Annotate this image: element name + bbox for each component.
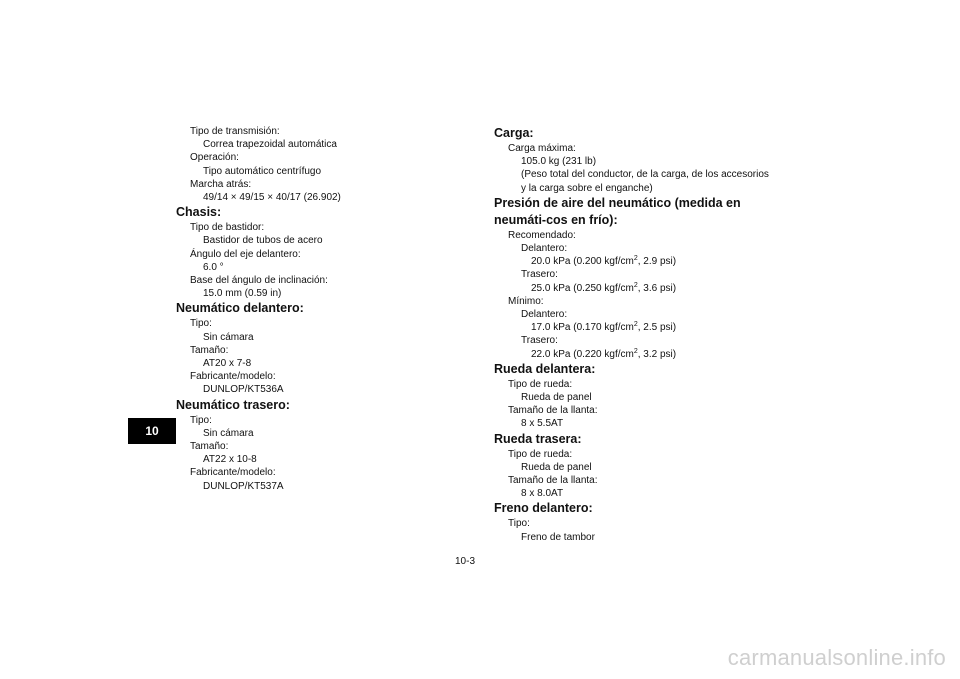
operation-value: Tipo automático centrífugo [203,165,322,177]
rear-tire-maker-label: Fabricante/modelo: [190,467,276,479]
recommended-front-label: Delantero: [521,243,568,255]
minimum-rear-value: 22.0 kPa (0.220 kgf/$cm^2$, 3.2 psi) [531,347,677,360]
front-wheel-rim-label: Tamaño de la llanta: [508,405,598,417]
front-wheel-rim-value: 8 x 5.5AT [521,418,564,430]
front-wheel-heading: Rueda delantera: [494,361,596,376]
trail-label: Base del ángulo de inclinación: [190,275,328,287]
chapter-tab: 10 [128,418,176,444]
front-wheel-type-label: Tipo de rueda: [508,378,573,390]
trail-value: 15.0 mm (0.59 in) [203,288,282,300]
rear-tire-type-label: Tipo: [190,414,212,426]
rear-wheel-rim-label: Tamaño de la llanta: [508,475,598,487]
right-column [494,125,794,544]
rear-wheel-type-label: Tipo de rueda: [508,448,573,460]
front-tire-type-label: Tipo: [190,318,212,330]
front-tire-type-value: Sin cámara [203,331,254,343]
recommended-rear-value: 25.0 kPa (0.250 kgf/$cm^2$, 3.6 psi) [531,281,677,294]
minimum-rear-label: Trasero: [521,335,558,347]
front-tire-heading: Neumático delantero: [176,301,304,316]
front-brake-type-value: Freno de tambor [521,531,595,543]
reverse-value: 49/14 × 49/15 × 40/17 (26.902) [203,192,341,204]
max-load-note-line-2: y la carga sobre el enganche) [521,182,653,194]
page-number: 10-3 [455,556,476,567]
load-heading: Carga: [494,126,534,140]
left-column [176,125,466,493]
max-load-note-line-1: (Peso total del conductor, de la carga, de los accesorios [521,169,769,181]
watermark: carmanualsonline.info [727,645,946,670]
minimum-front-label: Delantero: [521,309,568,321]
rear-tire-size-value: AT22 x 10-8 [203,454,257,466]
transmission-type-value: Correa trapezoidal automática [203,139,337,151]
transmission-type-label: Tipo de transmisión: [190,126,280,137]
front-brake-heading: Freno delantero: [494,501,593,516]
minimum-label: Mínimo: [508,295,544,307]
minimum-front-value: 17.0 kPa (0.170 kgf/$cm^2$, 2.5 psi) [531,321,677,334]
reverse-label: Marcha atrás: [190,178,252,190]
front-tire-maker-value: DUNLOP/KT536A [203,384,284,396]
tire-pressure-heading: Presión de aire del neumático (medida en neumáti-cos en frío): [494,195,741,227]
front-brake-type-label: Tipo: [508,518,530,530]
rear-wheel-type-value: Rueda de panel [521,461,592,473]
recommended-rear-label: Trasero: [521,269,558,281]
rear-wheel-rim-value: 8 x 8.0AT [521,488,564,500]
max-load-value: 105.0 kg (231 lb) [521,156,597,168]
rear-tire-maker-value: DUNLOP/KT537A [203,480,284,492]
rear-tire-heading: Neumático trasero: [176,397,290,412]
max-load-label: Carga máxima: [508,143,576,154]
rear-tire-type-value: Sin cámara [203,427,254,439]
rear-wheel-heading: Rueda trasera: [494,431,582,446]
front-tire-size-label: Tamaño: [190,344,229,356]
frame-type-value: Bastidor de tubos de acero [203,235,323,247]
rear-tire-size-label: Tamaño: [190,441,229,453]
frame-type-label: Tipo de bastidor: [190,222,265,234]
front-tire-maker-label: Fabricante/modelo: [190,371,276,383]
front-tire-size-value: AT20 x 7-8 [203,358,252,370]
chassis-heading: Chasis: [176,205,222,220]
caster-label: Ángulo del eje delantero: [190,248,301,260]
front-wheel-type-value: Rueda de panel [521,392,592,404]
operation-label: Operación: [190,152,239,164]
caster-value: 6.0 ° [203,261,224,273]
recommended-label: Recomendado: [508,229,576,241]
recommended-front-value: 20.0 kPa (0.200 kgf/$cm^2$, 2.9 psi) [531,255,677,268]
